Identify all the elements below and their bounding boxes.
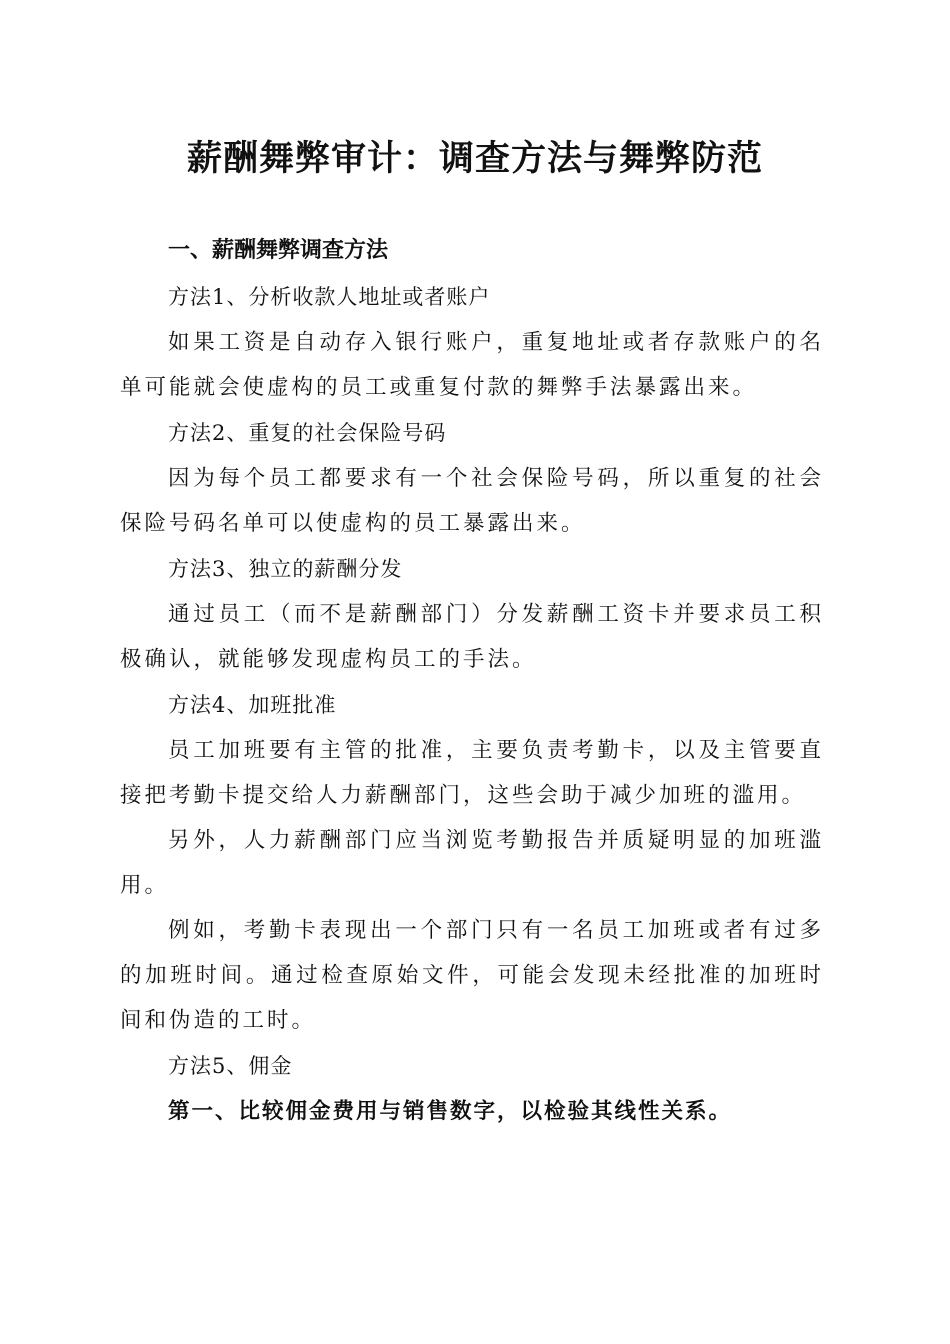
method-1-paragraph: 如果工资是自动存入银行账户，重复地址或者存款账户的名单可能就会使虚构的员工或重复付款的舞弊手法暴露出来。: [120, 330, 824, 400]
document-body: [120, 228, 824, 1134]
method-5-paragraph: 第一、比较佣金费用与销售数字，以检验其线性关系。: [168, 1099, 733, 1124]
method-4-paragraph-1: 员工加班要有主管的批准，主要负责考勤卡，以及主管要直接把考勤卡提交给人力薪酬部门，这些会助于减少加班的滥用。: [120, 738, 824, 808]
method-1-heading: 方法1、分析收款人地址或者账户: [168, 285, 491, 309]
method-3-heading: 方法3、独立的薪酬分发: [168, 557, 403, 581]
method-4-paragraph-3: 例如，考勤卡表现出一个部门只有一名员工加班或者有过多的加班时间。通过检查原始文件，可能会发现未经批准的加班时间和伪造的工时。: [120, 918, 824, 1033]
method-4-heading: 方法4、加班批准: [168, 693, 337, 717]
method-3-paragraph: 通过员工（而不是薪酬部门）分发薪酬工资卡并要求员工积极确认，就能够发现虚构员工的手法。: [120, 602, 824, 672]
method-5-heading: 方法5、佣金: [168, 1054, 293, 1078]
method-4-paragraph-2: 另外，人力薪酬部门应当浏览考勤报告并质疑明显的加班滥用。: [120, 828, 824, 898]
method-2-heading: 方法2、重复的社会保险号码: [168, 421, 447, 445]
document-title: 薪酬舞弊审计：调查方法与舞弊防范: [186, 138, 763, 179]
method-2-paragraph: 因为每个员工都要求有一个社会保险号码，所以重复的社会保险号码名单可以使虚构的员工暴露出来。: [120, 466, 824, 536]
section-heading: 一、薪酬舞弊调查方法: [168, 238, 389, 263]
